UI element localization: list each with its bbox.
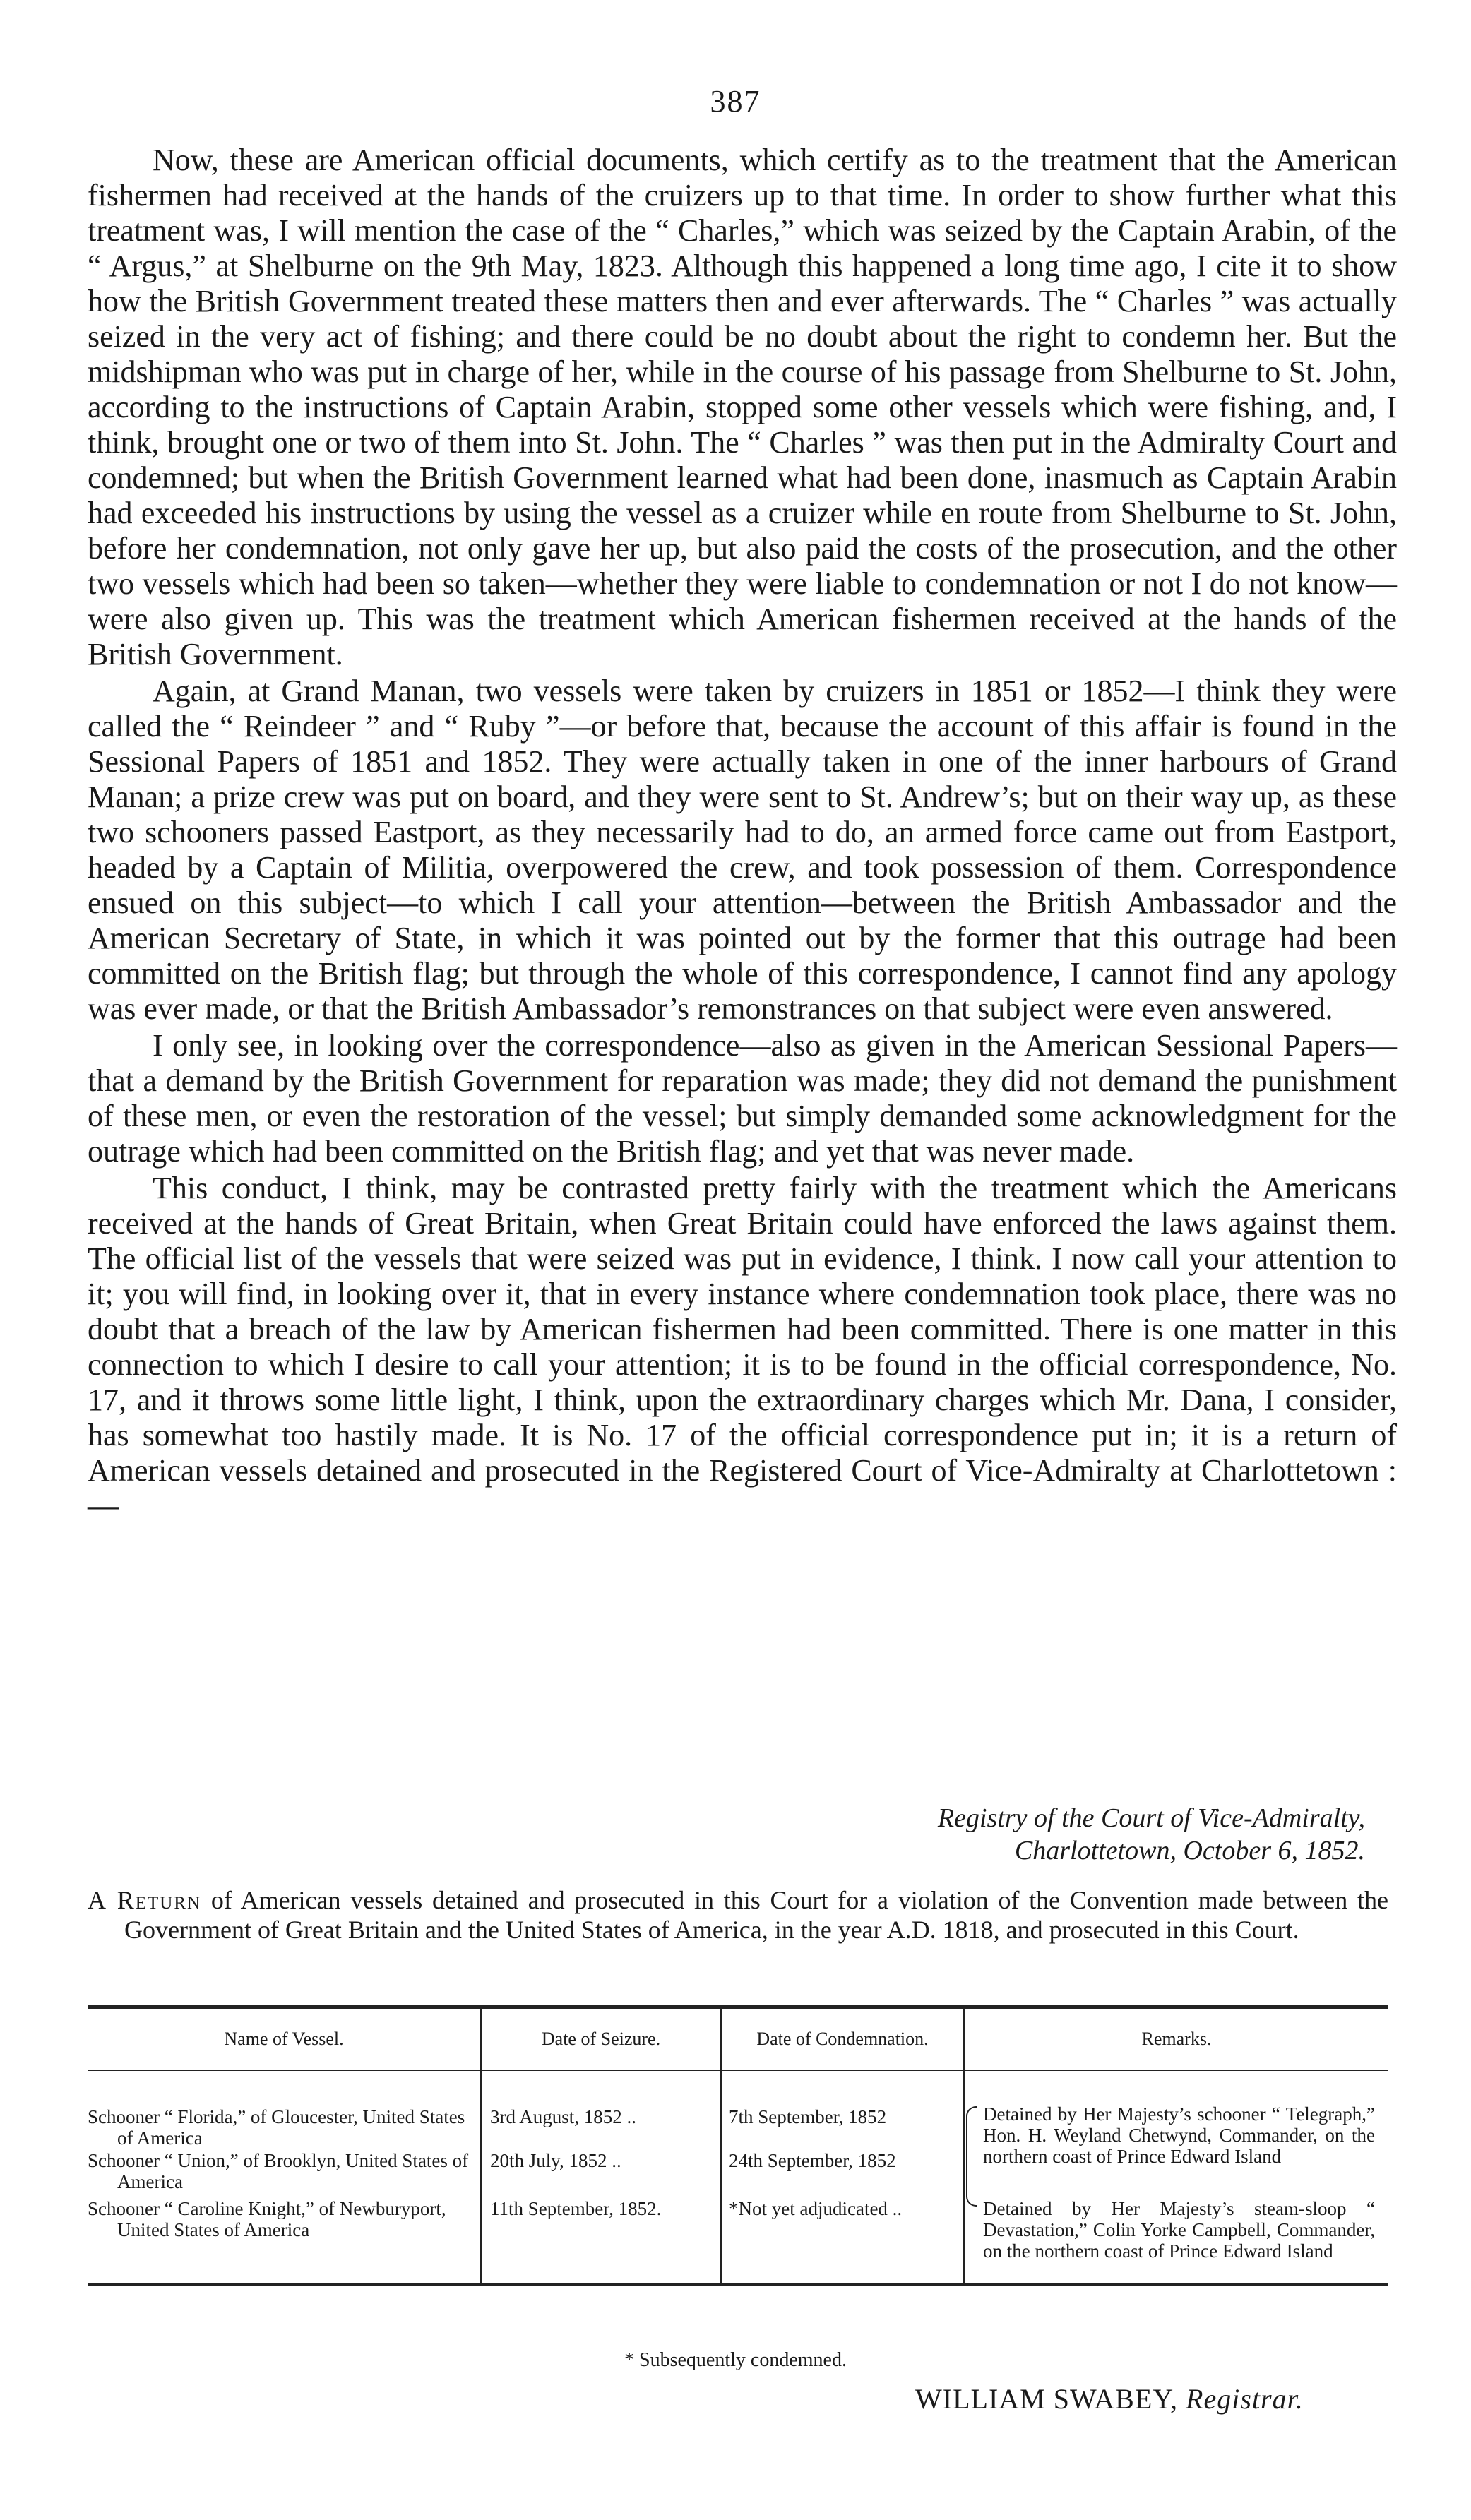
paragraph: Again, at Grand Manan, two vessels were taken by cruizers in 1851 or 1852—I think they were called the “ Reindeer ” and “ Ruby ”—or before that, because the account of this affair is found in the Sessional Papers of 1851 and 1852. They were actually taken in one of the inner harbours of Grand Manan; a prize crew was put on board, and they were sent to St. Andrew’s; but on their way up, as these two schooners passed Eastport, as they necessarily had to do, an armed force came out from Eastport, headed by a Captain of Militia, overpowered the crew, and took possession of them. Correspondence ensued on this subject—to which I call your attention—between the British Ambassador and the American Secretary of State, in which it was pointed out by the former that this outrage had been committed on the British flag; but through the whole of this correspondence, I cannot find any apology was ever made, or that the British Ambassador’s remonstrances on that subject were even answered. — [88, 674, 1397, 1026]
table-cell-seizure: 3rd August, 1852 .. — [490, 2106, 637, 2127]
table-cell-remarks: Detained by Her Majesty’s steam-sloop “ Devastation,” Colin Yorke Campbell, Commander, on the northern coast of Prince Edward Island — [983, 2198, 1375, 2262]
table-cell-name: Schooner “ Union,” of Brooklyn, United States of America — [88, 2150, 469, 2192]
column-seizure — [482, 2071, 722, 2283]
paragraph: Now, these are American official documents, which certify as to the treatment that the American fishermen had received at the hands of the cruizers up to that time. In order to show further what this treatment was, I will mention the case of the “ Charles,” which was seized by the Captain Arabin, of the “ Argus,” at Shelburne on the 9th May, 1823. Although this happened a long time ago, I cite it to show how the British Government treated these matters then and ever afterwards. The “ Charles ” was actually seized in the very act of fishing; and there could be no doubt about the right to condemn her. But the midshipman who was put in charge of her, while in the course of his passage from Shelburne to St. John, according to the instructions of Captain Arabin, stopped some other vessels which were fishing, and, I think, brought one or two of them into St. John. The “ Charles ” was then put in the Admiralty Court and condemned; but when the British Government learned what had been done, inasmuch as Captain Arabin had exceeded his instructions by using the vessel as a cruizer while en route from Shelburne to St. John, before her condemnation, not only gave her up, but also paid the costs of the prosecution, and the other two vessels which had been so taken—whether they were liable to condemnation or not I do not know—were also given up. This was the treatment which American fishermen received at the hands of the British Government. — [88, 143, 1397, 671]
header-remarks: Remarks. — [1141, 2029, 1212, 2049]
table-cell-condemnation: *Not yet adjudicated .. — [729, 2198, 903, 2219]
body-text — [88, 143, 1397, 1524]
vessel-table — [88, 2005, 1388, 2286]
registry-line-1: Registry of the Court of Vice-Admiralty, — [937, 1803, 1365, 1833]
table-cell-condemnation: 7th September, 1852 — [729, 2106, 887, 2127]
return-caption-lead: A Return — [88, 1886, 202, 1914]
table-cell-remarks: Detained by Her Majesty’s schooner “ Telegraph,” Hon. H. Weyland Chetwynd, Commander, on the northern coast of Prince Edward Island — [983, 2103, 1375, 2167]
header-date-of-condemnation: Date of Condemnation. — [722, 2009, 965, 2070]
signature — [915, 2382, 1304, 2416]
return-caption — [88, 1885, 1388, 1945]
table-cell-seizure: 20th July, 1852 .. — [490, 2150, 621, 2171]
table-header — [88, 2009, 1388, 2071]
brace-mark — [966, 2106, 977, 2207]
page-number: 387 — [710, 84, 761, 119]
signature-title: Registrar. — [1186, 2383, 1304, 2415]
table-cell-name: Schooner “ Florida,” of Gloucester, United States of America — [88, 2106, 465, 2149]
signature-name: WILLIAM SWABEY, — [915, 2383, 1179, 2415]
header-name-of-vessel: Name of Vessel. — [88, 2009, 482, 2070]
footnote: * Subsequently condemned. — [624, 2349, 847, 2371]
header-date-of-seizure: Date of Seizure. — [482, 2009, 722, 2070]
paragraph: I only see, in looking over the correspondence—also as given in the American Sessional Papers—that a demand by the British Government for reparation was made; they did not demand the punishment of these men, or even the restoration of the vessel; but simply demanded some acknowledgment for the outrage which had been committed on the British flag; and yet that was never made. — [88, 1028, 1397, 1169]
column-condemnation — [722, 2071, 965, 2283]
table-body — [88, 2071, 1388, 2283]
paragraph: This conduct, I think, may be contrasted pretty fairly with the treatment which the Americans received at the hands of Great Britain, when Great Britain could have enforced the laws against them. The official list of the vessels that were seized was put in evidence, I think. I now call your attention to it; you will find, in looking over it, that in every instance where condemnation took place, there was no doubt that a breach of the law by American fishermen had been committed. There is one matter in this connection to which I desire to call your attention; it is to be found in the official correspondence, No. 17, and it throws some little light, I think, upon the extraordinary charges which Mr. Dana, I consider, has somewhat too hastily made. It is No. 17 of the official correspondence put in; it is a return of American vessels detained and prosecuted in the Registered Court of Vice-Admiralty at Charlottetown :— — [88, 1171, 1397, 1523]
registry-line-2: Charlottetown, October 6, 1852. — [1014, 1836, 1365, 1865]
column-name — [88, 2071, 482, 2283]
table-cell-condemnation: 24th September, 1852 — [729, 2150, 896, 2171]
column-remarks — [965, 2071, 1388, 2283]
return-caption-text: of American vessels detained and prosecuted in this Court for a violation of the Convention made between the Government of Great Britain and the United States of America, in the year A.D. 1818, and prosecuted in this Court. — [124, 1886, 1388, 1944]
registry-heading — [588, 1802, 1365, 1867]
table-cell-seizure: 11th September, 1852. — [490, 2198, 662, 2219]
table-cell-name: Schooner “ Caroline Knight,” of Newburyport, United States of America — [88, 2198, 446, 2240]
